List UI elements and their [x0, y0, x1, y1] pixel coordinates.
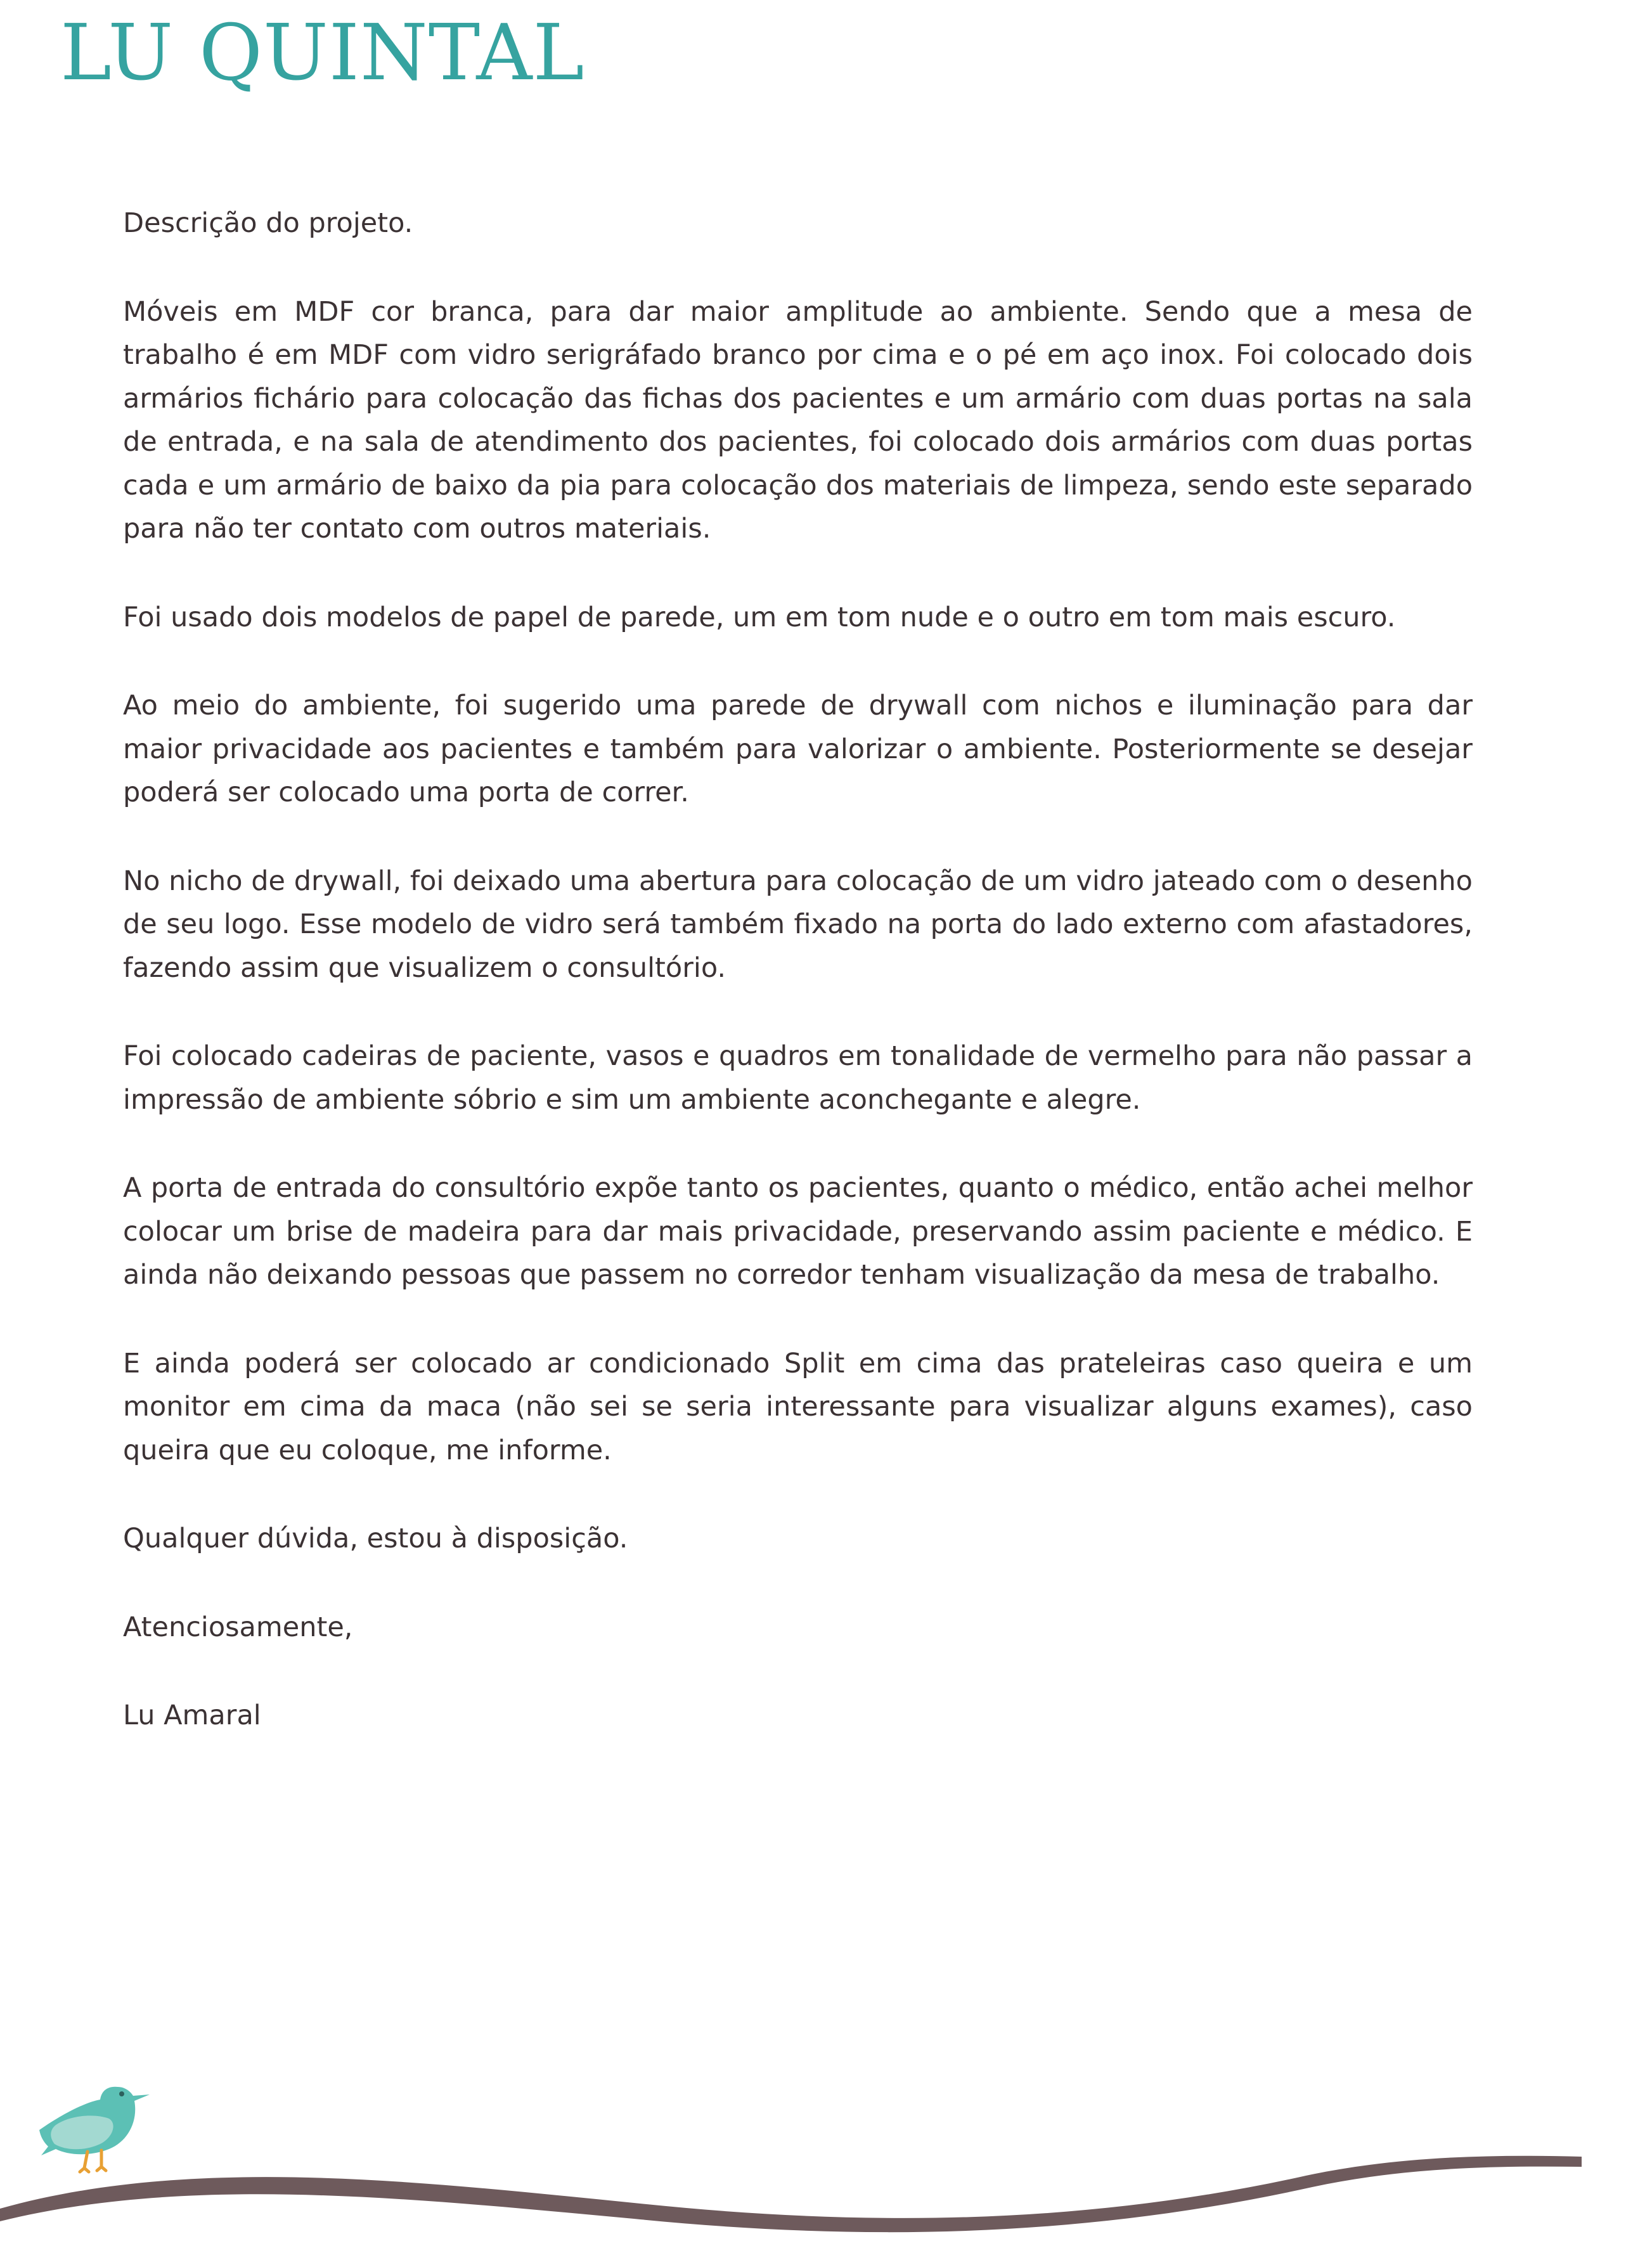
paragraph-red-accents: Foi colocado cadeiras de paciente, vasos e quadros em tonalidade de vermelho para não passar a impressão de ambiente sóbrio e sim um ambiente aconchegante e alegre.: [123, 1040, 1473, 1116]
paragraph-air-conditioning: E ainda poderá ser colocado ar condicionado Split em cima das prateleiras caso queira e um monitor em cima da maca (não sei se seria interessante para visualizar alguns exames), caso queira que eu coloque, me informe.: [123, 1347, 1473, 1466]
paragraph-furniture: Móveis em MDF cor branca, para dar maior amplitude ao ambiente. Sendo que a mesa de trabalho é em MDF com vidro serigráfado branco por cima e o pé em aço inox. Foi colocado dois armários fichário para colocação das fichas dos pacientes e um armário com duas portas na sala de entrada, e na sala de atendimento dos pacientes, foi colocado dois armários com duas portas cada e um armário de baixo da pia para colocação dos materiais de limpeza, sendo este separado para não ter contato com outros materiais.: [123, 295, 1473, 545]
signature: Lu Amaral: [123, 1700, 261, 1731]
paragraph-entrance-door: A porta de entrada do consultório expõe tanto os pacientes, quanto o médico, então achei melhor colocar um brise de madeira para dar mais privacidade, preservando assim paciente e médico. E ainda não deixando pessoas que passem no corredor tenham visualização da mesa de trabalho.: [123, 1172, 1473, 1291]
paragraph-drywall-niche: No nicho de drywall, foi deixado uma abertura para colocação de um vidro jateado com o desenho de seu logo. Esse modelo de vidro será também fixado na porta do lado externo com afastadores, fazendo assim que visualizem o consultório.: [123, 865, 1473, 984]
bird-eye: [119, 2091, 124, 2096]
brand-logo-text: LU QUINTAL: [60, 8, 585, 98]
letter-body: [123, 202, 1473, 1783]
footer-decoration: [0, 2054, 1652, 2253]
bird-icon: [39, 2087, 150, 2172]
paragraph-drywall-wall: Ao meio do ambiente, foi sugerido uma parede de drywall com nichos e iluminação para dar maior privacidade aos pacientes e também para valorizar o ambiente. Posteriormente se desejar poderá ser colocado uma porta de correr.: [123, 690, 1473, 808]
branch-swoosh: [0, 2156, 1582, 2232]
salutation: Atenciosamente,: [123, 1611, 353, 1643]
letter-heading: Descrição do projeto.: [123, 207, 413, 239]
paragraph-wallpaper: Foi usado dois modelos de papel de parede, um em tom nude e o outro em tom mais escuro.: [123, 601, 1396, 633]
closing-line: Qualquer dúvida, estou à disposição.: [123, 1523, 628, 1554]
